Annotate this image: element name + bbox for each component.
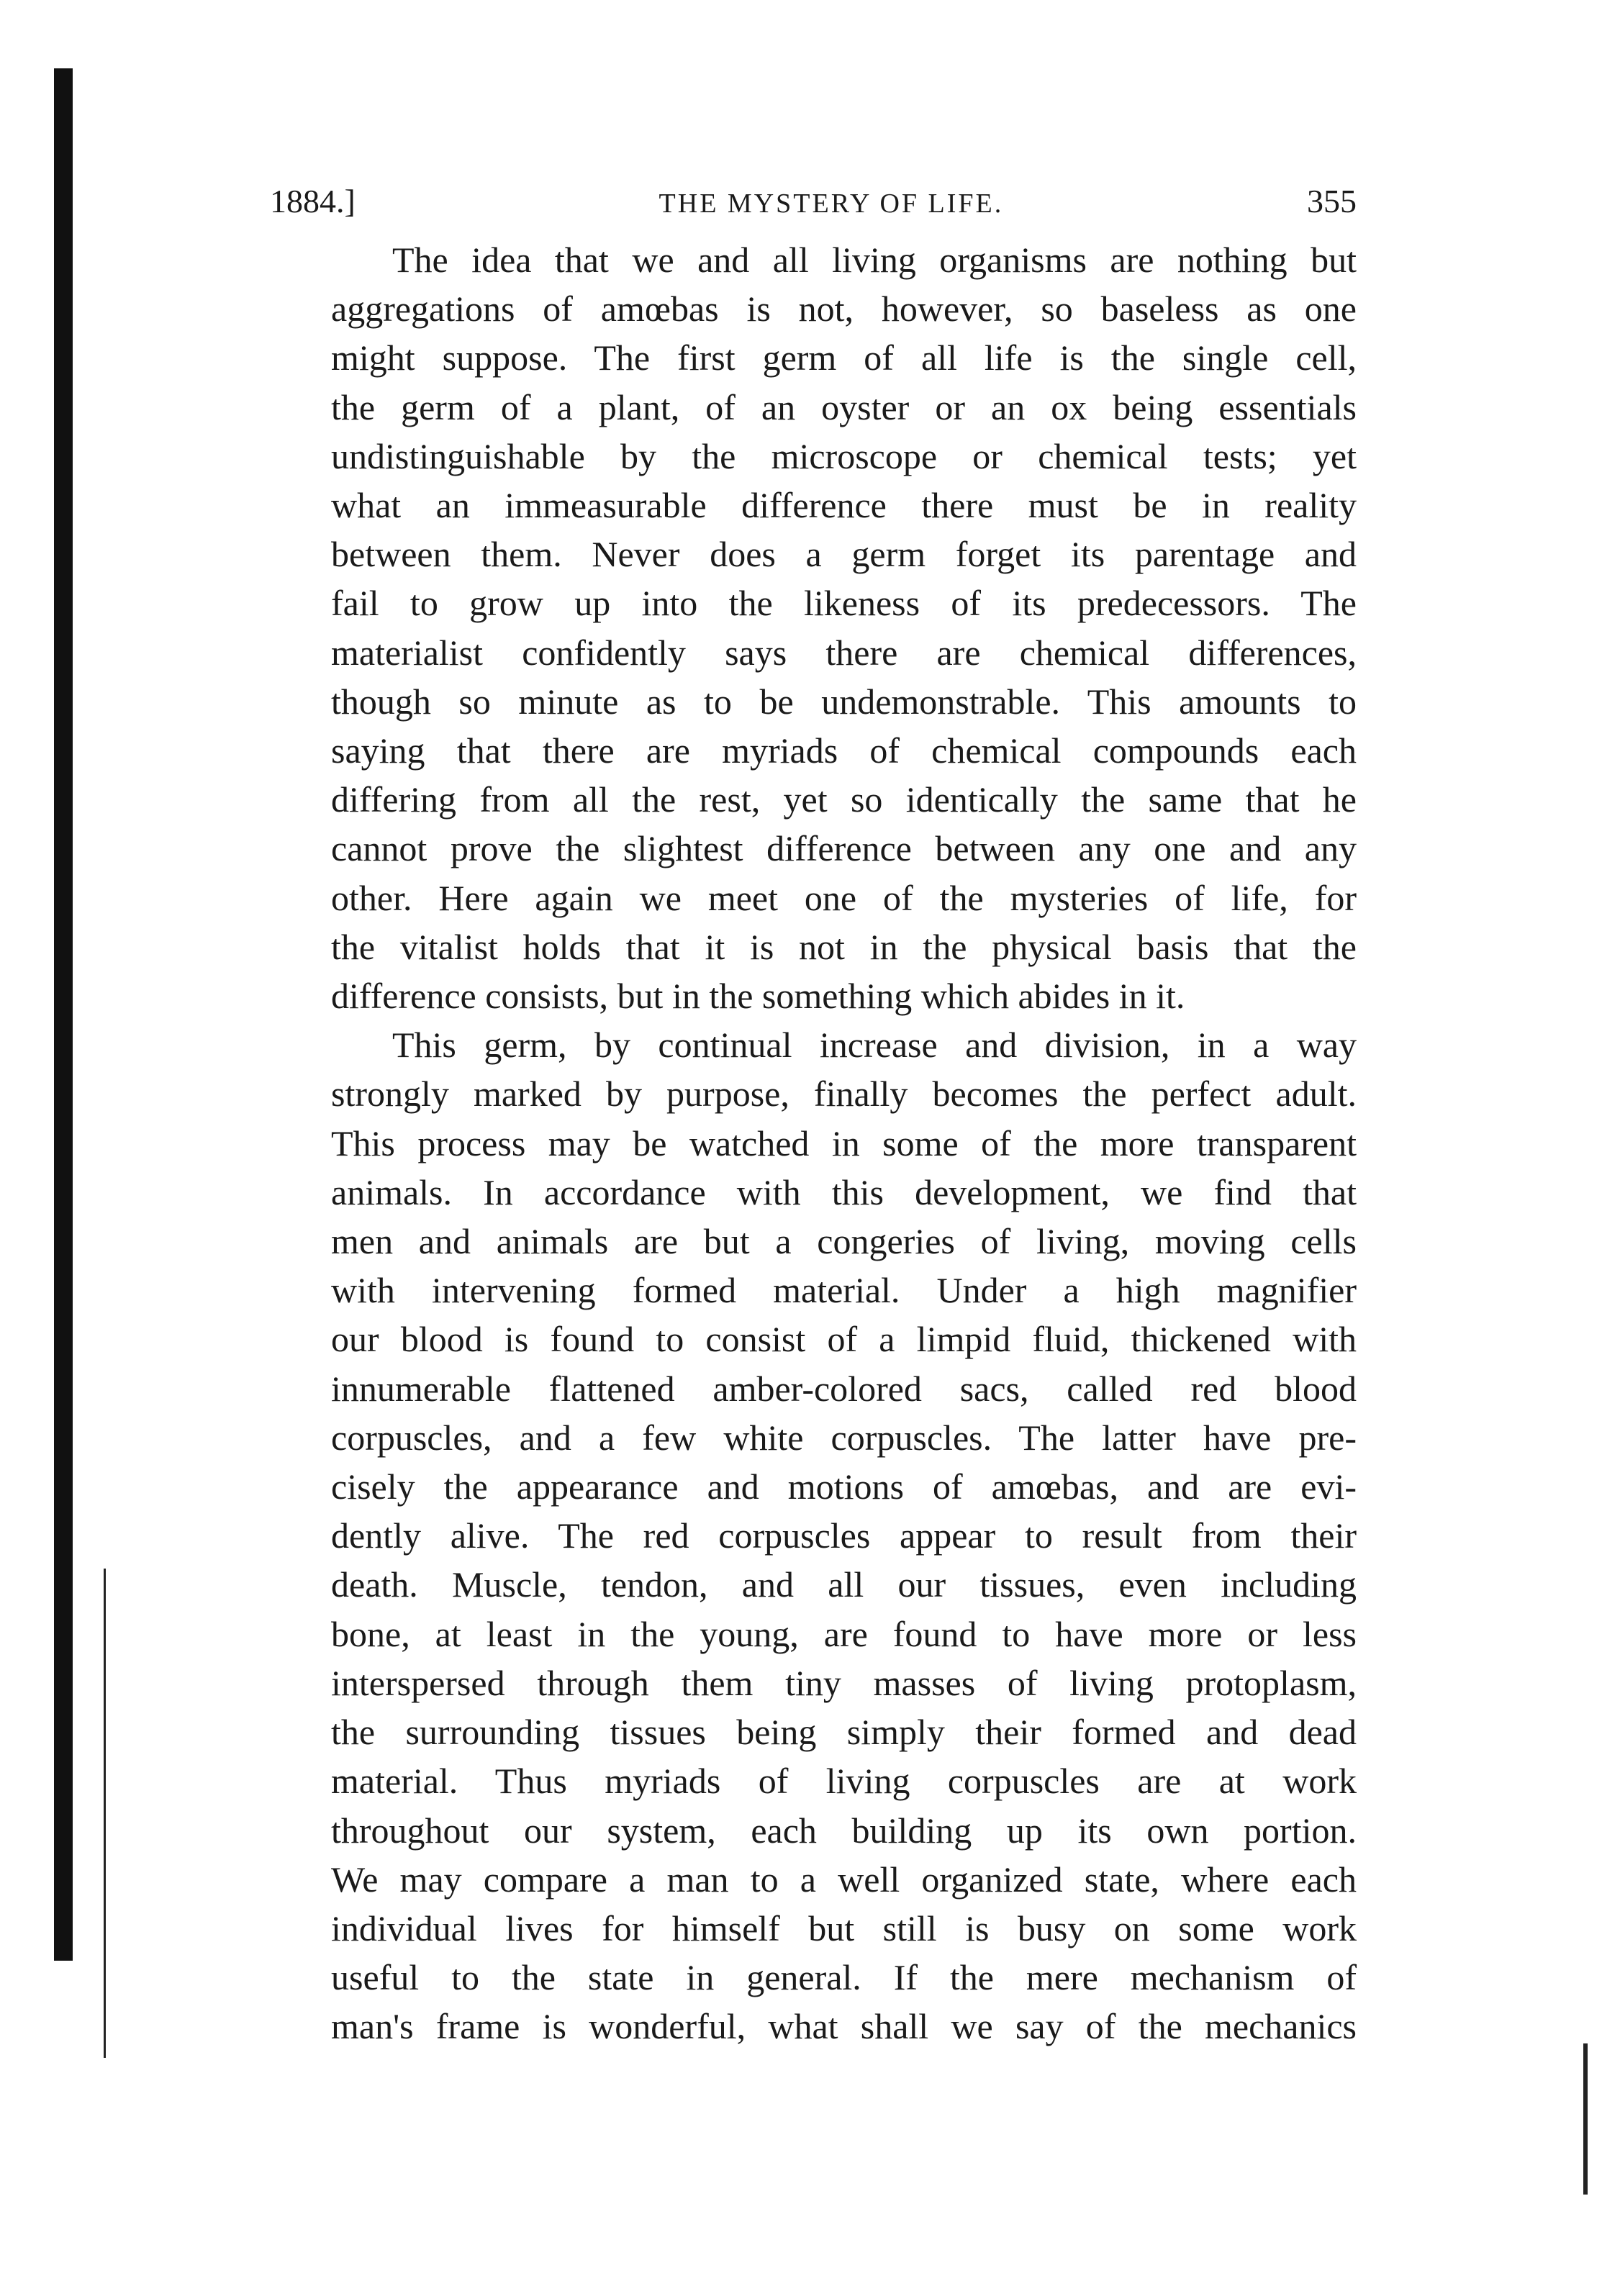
text-line: fail to grow up into the likeness of its predecessors. The — [331, 583, 1357, 624]
header-running-title: THE MYSTERY OF LIFE. — [659, 189, 1004, 219]
paragraph-1 — [270, 235, 1357, 1020]
text-line: The idea that we and all living organisms are nothing but — [392, 240, 1357, 280]
text-line: bone, at least in the young, are found to have more or less — [331, 1613, 1357, 1654]
text-line: aggregations of amœbas is not, however, so baseless as one — [331, 289, 1357, 330]
text-line: useful to the state in general. If the mere mechanism of — [331, 1957, 1357, 1998]
text-line: difference consists, but in the something which abides in it. — [331, 976, 1185, 1017]
text-line: death. Muscle, tendon, and all our tissues, even including — [331, 1564, 1357, 1605]
text-line: between them. Never does a germ forget its parentage and — [331, 534, 1357, 575]
text-line: the surrounding tissues being simply their formed and dead — [331, 1712, 1357, 1753]
text-line: cisely the appearance and motions of amœbas, and are evi- — [331, 1466, 1357, 1507]
text-line: our blood is found to consist of a limpid fluid, thickened with — [331, 1319, 1357, 1360]
text-line: individual lives for himself but still is busy on some work — [331, 1907, 1357, 1948]
text-line: strongly marked by purpose, finally becomes the perfect adult. — [331, 1074, 1357, 1115]
scan-margin-line — [104, 1569, 106, 2058]
text-line: This germ, by continual increase and division, in a way — [392, 1025, 1357, 1066]
scan-binding-edge — [54, 68, 73, 1961]
text-line: This process may be watched in some of the more transparent — [331, 1122, 1357, 1163]
text-line: what an immeasurable difference there must be in reality — [331, 485, 1357, 526]
text-line: cannot prove the slightest difference between any one and any — [331, 828, 1357, 869]
text-line: materialist confidently says there are chemical differences, — [331, 632, 1357, 673]
text-line: interspersed through them tiny masses of living protoplasm, — [331, 1662, 1357, 1703]
book-page — [270, 180, 1357, 2051]
text-line: other. Here again we meet one of the mysteries of life, for — [331, 877, 1357, 918]
text-line: the germ of a plant, of an oyster or an ox being essentials — [331, 386, 1357, 427]
header-page-number: 355 — [1307, 183, 1357, 219]
text-line: might suppose. The first germ of all life is the single cell, — [331, 337, 1357, 378]
text-line: innumerable flattened amber-colored sacs, called red blood — [331, 1368, 1357, 1409]
paragraph-2 — [270, 1020, 1357, 2051]
text-line: though so minute as to be undemonstrable. This amounts to — [331, 681, 1357, 722]
text-line: animals. In accordance with this development, we find that — [331, 1171, 1357, 1212]
text-line: the vitalist holds that it is not in the physical basis that the — [331, 926, 1357, 967]
text-line: dently alive. The red corpuscles appear to result from their — [331, 1515, 1357, 1556]
text-line: men and animals are but a congeries of living, moving cells — [331, 1221, 1357, 1262]
text-line: man's frame is wonderful, what shall we say of the mechanics — [331, 2006, 1357, 2047]
text-line: We may compare a man to a well organized state, where each — [331, 1859, 1357, 1900]
body-text — [270, 235, 1357, 2051]
text-line: throughout our system, each building up its own portion. — [331, 1810, 1357, 1851]
scan-right-edge-mark — [1583, 2043, 1588, 2195]
text-line: material. Thus myriads of living corpuscles are at work — [331, 1761, 1357, 1802]
text-line: saying that there are myriads of chemical compounds each — [331, 730, 1357, 771]
text-line: undistinguishable by the microscope or chemical tests; yet — [331, 435, 1357, 476]
text-line: differing from all the rest, yet so identically the same that he — [331, 779, 1357, 820]
header-year: 1884.] — [270, 183, 356, 219]
running-head — [270, 180, 1357, 225]
text-line: corpuscles, and a few white corpuscles. The latter have pre- — [331, 1417, 1357, 1458]
text-line: with intervening formed material. Under a high magnifier — [331, 1270, 1357, 1311]
